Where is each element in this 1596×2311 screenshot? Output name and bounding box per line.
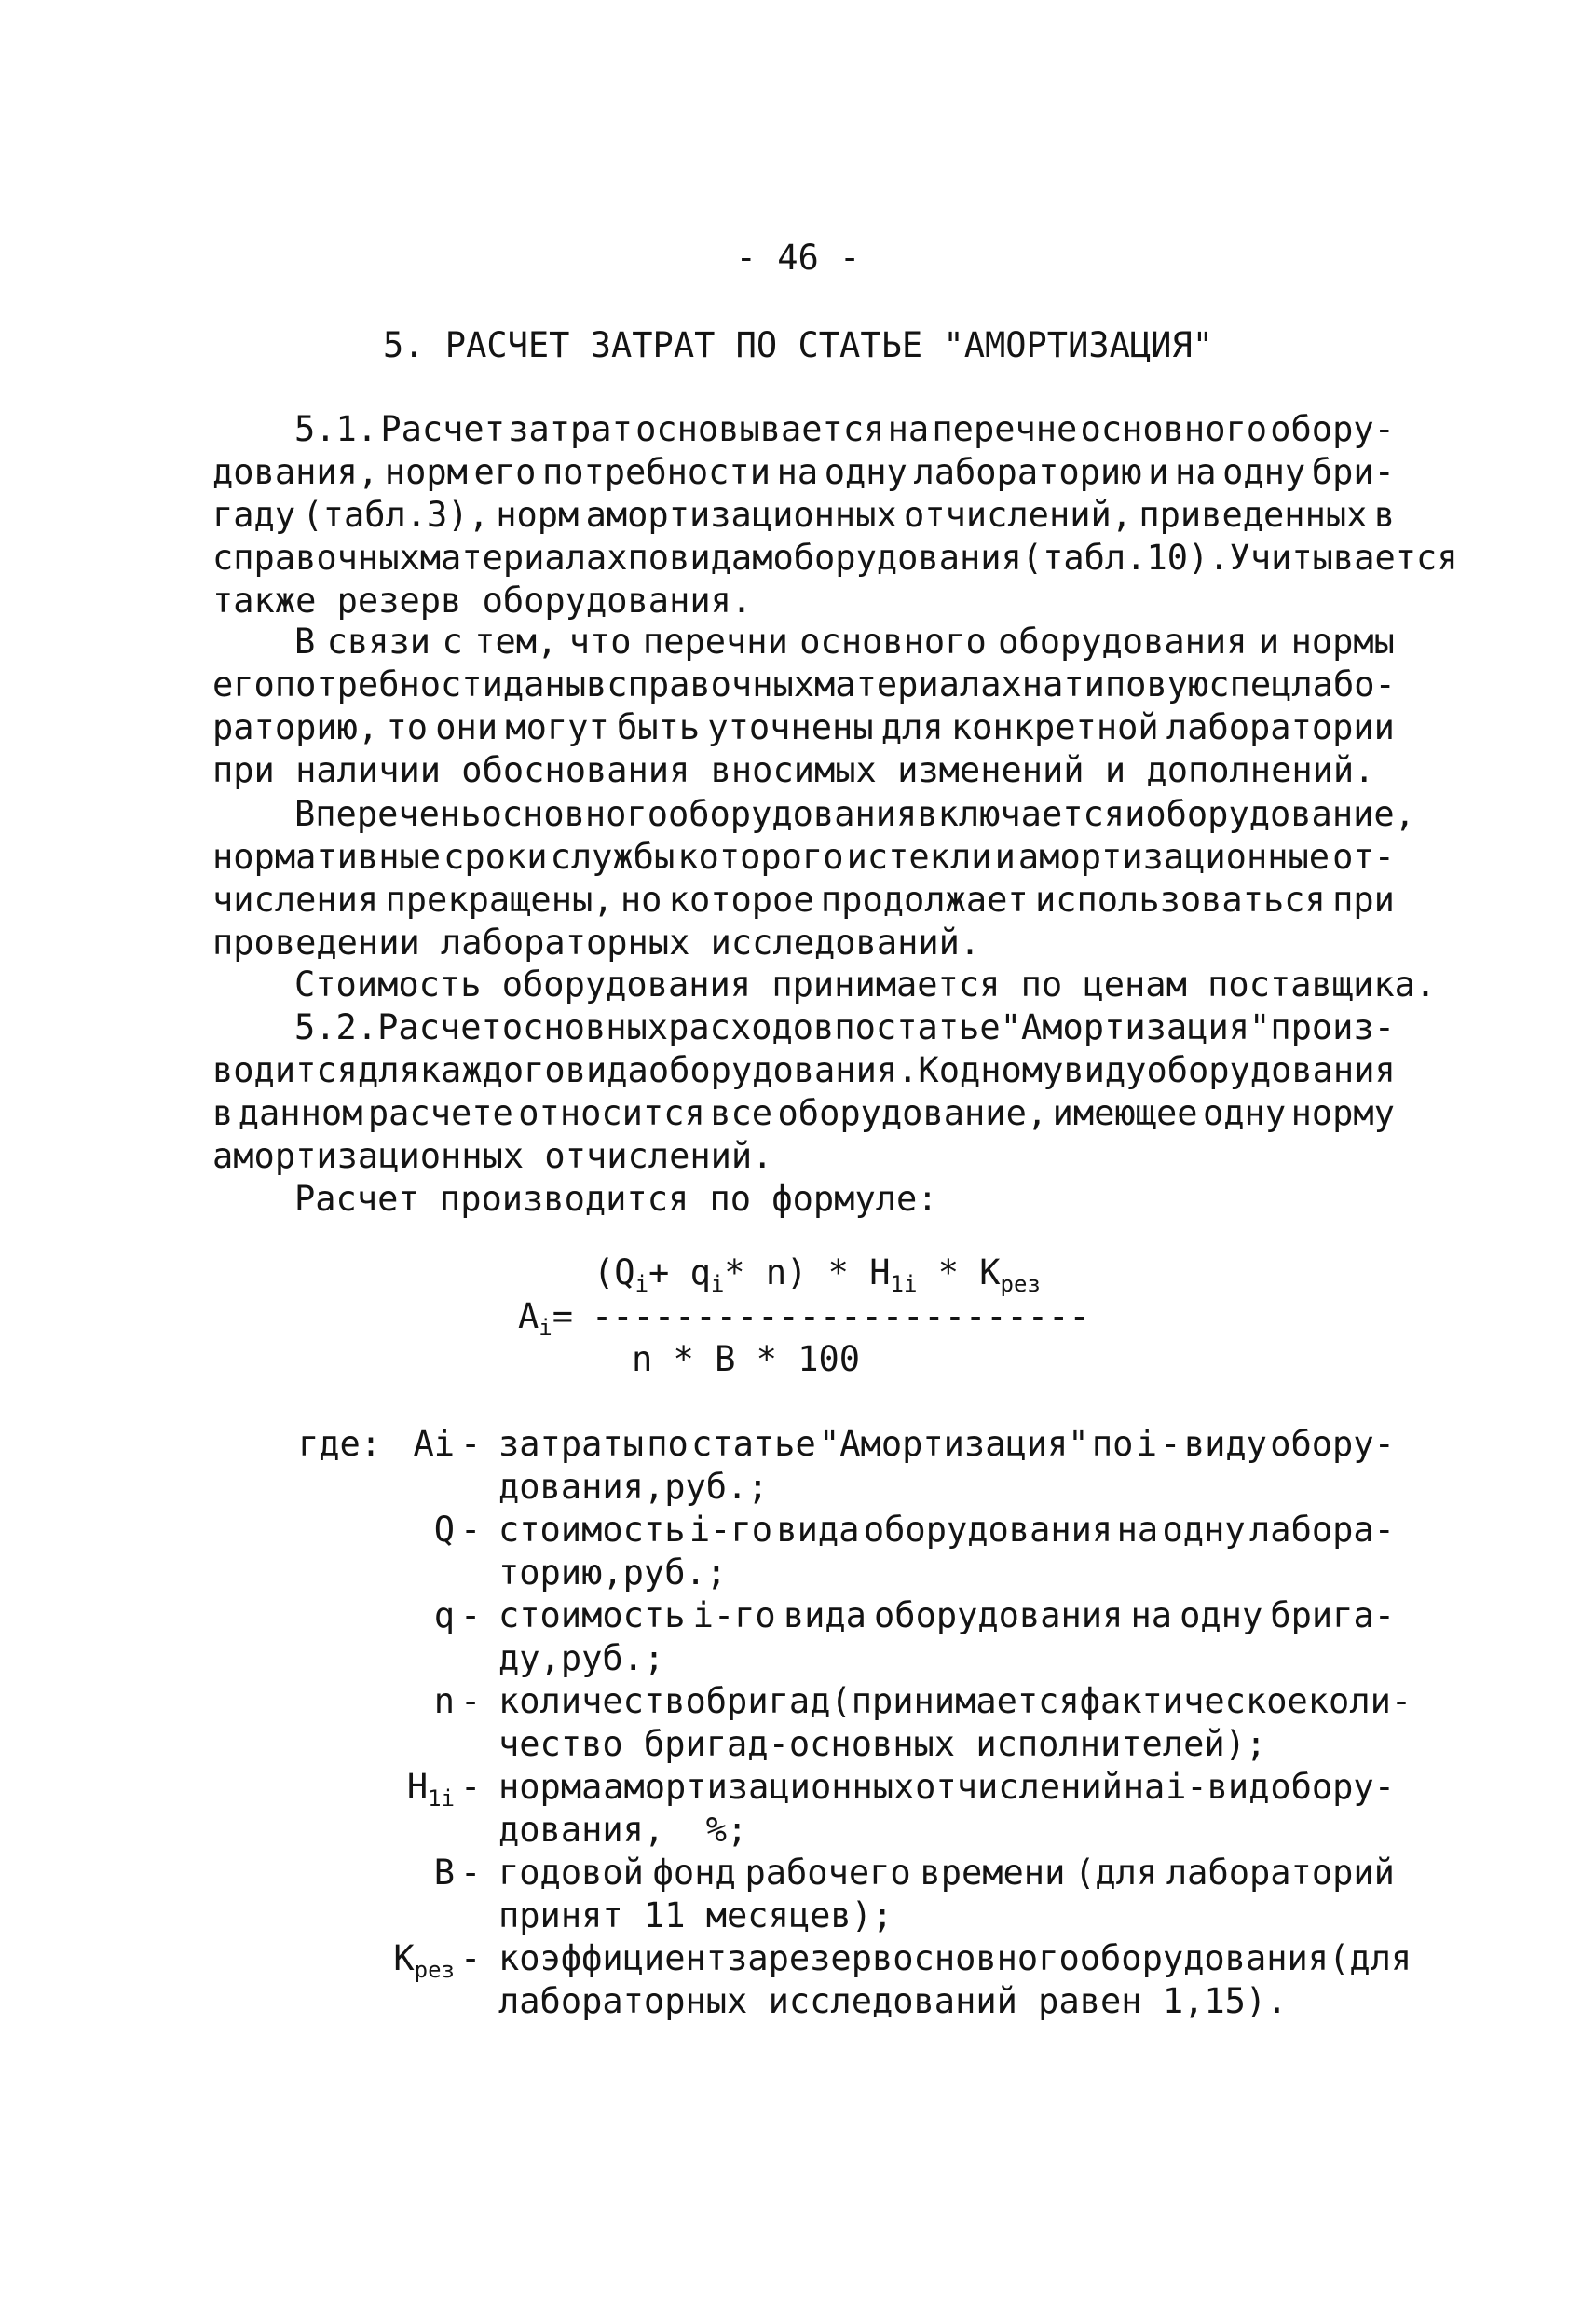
word: i-вид — [1166, 1767, 1270, 1807]
word: норм — [496, 495, 580, 535]
section-heading: 5. РАСЧЕТ ЗАТРАТ ПО СТАТЬЕ "АМОРТИЗАЦИЯ" — [382, 325, 1214, 365]
definition-dash: - — [460, 1510, 482, 1550]
word: оборудования — [874, 1595, 1124, 1635]
word: на — [1174, 452, 1217, 492]
word: оборудования — [998, 622, 1248, 662]
paragraph-line — [212, 452, 1395, 492]
word: норм — [384, 452, 468, 492]
formula-fraction-bar: ------------------------ — [592, 1296, 1090, 1336]
where-label: где: — [298, 1424, 382, 1464]
word: могут — [505, 707, 609, 747]
word: стоимость — [498, 1510, 686, 1550]
paragraph-line: при наличии обоснования вносимых изменений и дополнений. — [212, 750, 1375, 790]
word: потребности — [274, 664, 503, 704]
formula-numerator: ($Q_i+ q_i*$ $n) * H_{1i} * K_{рез}$ — [593, 1252, 1041, 1297]
word: основного — [893, 1938, 1080, 1978]
word: по — [627, 538, 670, 578]
word: - — [1160, 1424, 1181, 1464]
word: на — [776, 452, 819, 492]
word: затрат — [508, 409, 633, 449]
word: на — [1123, 1767, 1166, 1807]
word: гаду — [212, 495, 296, 535]
definition-line: чество бригад-основных исполнителей); — [498, 1724, 1267, 1764]
word: оборудование, — [1145, 794, 1415, 834]
definition-term: n — [433, 1681, 455, 1721]
word: (принимается — [830, 1681, 1080, 1721]
word: включается — [917, 794, 1125, 834]
paragraph-line — [212, 664, 1396, 704]
word: виду — [1183, 1424, 1267, 1464]
word: (табл.3), — [302, 495, 489, 535]
definition-line — [498, 1681, 1412, 1721]
word: лабора- — [1249, 1510, 1395, 1550]
word: амортизационные — [1017, 837, 1330, 877]
word: времени — [920, 1853, 1066, 1893]
word: В — [294, 794, 316, 834]
word: Расчет — [380, 409, 505, 449]
word: основных — [501, 1007, 669, 1047]
word: стоимость — [498, 1595, 686, 1635]
word: которое — [668, 880, 814, 920]
word: все — [710, 1093, 773, 1133]
word: обору- — [1270, 1424, 1395, 1464]
word: спецлабо- — [1208, 664, 1396, 704]
paragraph-line — [212, 707, 1395, 747]
paragraph-line — [212, 538, 1458, 578]
definition-line: лабораторных исследований равен 1,15). — [498, 1981, 1288, 2021]
word: основного — [799, 622, 987, 662]
word: истекли — [846, 837, 992, 877]
word: относится — [518, 1093, 705, 1133]
word: одну — [1222, 452, 1306, 492]
word: нормативные — [212, 837, 442, 877]
word: отчислений — [915, 1767, 1123, 1807]
word: оборудования. — [648, 1050, 919, 1090]
word: рабочего — [744, 1853, 911, 1893]
word: количество — [498, 1681, 706, 1721]
paragraph-line — [212, 837, 1395, 877]
word: вида — [783, 1595, 866, 1635]
word: основывается — [635, 409, 885, 449]
definition-term: B — [433, 1853, 455, 1893]
word: и — [1125, 794, 1146, 834]
word: имеющее — [1052, 1093, 1198, 1133]
word: в — [212, 1093, 234, 1133]
word: отчислений, — [904, 495, 1133, 535]
word: вида — [565, 1050, 648, 1090]
word: оборудования — [667, 794, 918, 834]
word: (для — [1074, 1853, 1158, 1893]
definition-line — [498, 1938, 1412, 1978]
word: расходов — [668, 1007, 835, 1047]
word: на — [1021, 664, 1064, 704]
word: (для — [1329, 1938, 1412, 1978]
page-number: - 46 - — [735, 238, 861, 278]
word: приведенных — [1139, 495, 1368, 535]
word: продолжает — [820, 880, 1029, 920]
word: норму — [1290, 1093, 1395, 1133]
word: уточнены — [707, 707, 874, 747]
word: основного — [1080, 409, 1268, 449]
word: по — [834, 1007, 876, 1047]
word: амортизационных — [585, 495, 897, 535]
definition-term: $H_{1i}$ — [406, 1767, 455, 1812]
word: лабораторий — [1166, 1853, 1395, 1893]
word: оборудования — [1146, 1050, 1396, 1090]
definition-line: ду,руб.; — [498, 1638, 665, 1678]
word: по — [647, 1424, 689, 1464]
word: одному — [938, 1050, 1064, 1090]
definition-line — [498, 1595, 1395, 1635]
word: на — [1130, 1595, 1173, 1635]
paragraph-line: проведении лабораторных исследований. — [212, 923, 981, 963]
word: Расчет — [377, 1007, 502, 1047]
word: К — [918, 1050, 939, 1090]
word: от- — [1332, 837, 1395, 877]
paragraph-line — [212, 1050, 1396, 1090]
word: по — [1091, 1424, 1134, 1464]
word: резерв — [768, 1938, 893, 1978]
word: сроки — [443, 837, 548, 877]
definition-dash: - — [460, 1595, 482, 1635]
word: типовую — [1063, 664, 1209, 704]
definition-term: q — [433, 1595, 455, 1635]
word: нормы — [1290, 622, 1395, 662]
word: для — [357, 1050, 420, 1090]
word: коли- — [1307, 1681, 1412, 1721]
word: и — [1148, 452, 1169, 492]
definition-term: Q — [433, 1510, 455, 1550]
word: перечень — [315, 794, 482, 834]
word: фактическое — [1079, 1681, 1308, 1721]
word: обору- — [1270, 1767, 1395, 1807]
word: расчете — [367, 1093, 513, 1133]
word: оборудования — [772, 538, 1022, 578]
word: то — [386, 707, 429, 747]
word: материалах — [814, 664, 1022, 704]
definition-line: торию,руб.; — [498, 1552, 728, 1593]
paragraph-line: Стоимость оборудования принимается по ценам поставщика. — [294, 964, 1437, 1005]
word: норма — [498, 1767, 603, 1807]
word: данном — [238, 1093, 363, 1133]
paragraph-line — [294, 622, 1395, 662]
paragraph-line — [294, 1007, 1395, 1047]
word: лабораторию — [913, 452, 1142, 492]
word: связи — [326, 622, 431, 662]
word: справочных — [212, 538, 420, 578]
definition-line — [498, 1424, 1395, 1464]
word: бригад — [705, 1681, 831, 1721]
word: быть — [617, 707, 701, 747]
word: использоваться — [1034, 880, 1326, 920]
definition-dash: - — [460, 1767, 482, 1807]
definition-line: дования, %; — [498, 1810, 748, 1850]
word: на — [887, 409, 930, 449]
word: его — [473, 452, 537, 492]
word: годовой — [498, 1853, 644, 1893]
word: с — [442, 622, 463, 662]
word: 5.2. — [294, 1007, 378, 1047]
word: оборудования — [1079, 1938, 1330, 1978]
word: материалах — [419, 538, 628, 578]
paragraph-line: также резерв оборудования. — [212, 581, 753, 621]
word: 5.1. — [294, 409, 378, 449]
word: вида — [776, 1510, 860, 1550]
word: амортизационных — [603, 1767, 915, 1807]
paragraph-line — [212, 1093, 1395, 1133]
word: каждого — [419, 1050, 566, 1090]
word: i-го — [692, 1595, 776, 1635]
paragraph-line — [294, 794, 1415, 834]
word: одну — [1162, 1510, 1246, 1550]
word: справочных — [607, 664, 815, 704]
word: одну — [1180, 1595, 1263, 1635]
word: но — [620, 880, 662, 920]
word: в — [1373, 495, 1395, 535]
paragraph-line — [294, 409, 1395, 449]
word: "Амортизация" — [819, 1424, 1089, 1464]
word: "Амортизация" — [1000, 1007, 1271, 1047]
definition-line: принят 11 месяцев); — [498, 1895, 893, 1935]
formula-lhs: $A_i=$ — [518, 1296, 574, 1341]
word: они — [435, 707, 498, 747]
paragraph-line — [212, 495, 1395, 535]
word: брига- — [1270, 1595, 1395, 1635]
word: коэффициент — [498, 1938, 728, 1978]
word: тем, — [474, 622, 558, 662]
word: одну — [1203, 1093, 1287, 1133]
definition-line — [498, 1767, 1395, 1807]
word: статье — [691, 1424, 816, 1464]
definition-dash: - — [460, 1681, 482, 1721]
definition-dash: - — [460, 1938, 482, 1978]
paragraph-line: Расчет производится по формуле: — [294, 1179, 938, 1219]
word: i — [1136, 1424, 1157, 1464]
word: даны — [502, 664, 586, 704]
word: фонд — [652, 1853, 736, 1893]
word: В — [294, 622, 316, 662]
word: и — [1258, 622, 1280, 662]
word: оборудование, — [777, 1093, 1048, 1133]
definition-line — [498, 1853, 1395, 1893]
word: при — [1332, 880, 1395, 920]
word: прекращены, — [385, 880, 614, 920]
word: видам — [669, 538, 773, 578]
word: на — [1116, 1510, 1159, 1550]
word: числения — [212, 880, 379, 920]
word: потребности — [541, 452, 771, 492]
definition-term: Ai — [413, 1424, 455, 1464]
word: перечни — [642, 622, 788, 662]
word: в — [585, 664, 607, 704]
word: водится — [212, 1050, 358, 1090]
word: что — [568, 622, 632, 662]
word: (табл.10).Учитывается — [1021, 538, 1458, 578]
word: дования, — [212, 452, 379, 492]
word: лаборатории — [1166, 707, 1395, 747]
definition-line: дования,руб.; — [498, 1467, 769, 1507]
word: i-го — [689, 1510, 772, 1550]
word: и — [994, 837, 1016, 877]
paragraph-line: амортизационных отчислений. — [212, 1136, 773, 1176]
word: произ- — [1270, 1007, 1395, 1047]
word: виду — [1063, 1050, 1147, 1090]
definition-dash: - — [460, 1424, 482, 1464]
word: раторию, — [212, 707, 379, 747]
word: которого — [677, 837, 844, 877]
paragraph-line — [212, 880, 1395, 920]
word: статье — [876, 1007, 1001, 1047]
word: перечне — [932, 409, 1078, 449]
definition-dash: - — [460, 1853, 482, 1893]
word: основного — [481, 794, 668, 834]
definition-line — [498, 1510, 1395, 1550]
word: одну — [824, 452, 907, 492]
formula-denominator: n * B * 100 — [632, 1339, 861, 1379]
word: для — [880, 707, 944, 747]
word: обору- — [1270, 409, 1395, 449]
word: бри- — [1311, 452, 1395, 492]
word: затраты — [498, 1424, 644, 1464]
word: службы — [550, 837, 675, 877]
word: конкретной — [950, 707, 1159, 747]
definition-term: $K_{рез}$ — [393, 1938, 455, 1983]
word: его — [212, 664, 275, 704]
word: за — [727, 1938, 769, 1978]
word: оборудования — [863, 1510, 1113, 1550]
